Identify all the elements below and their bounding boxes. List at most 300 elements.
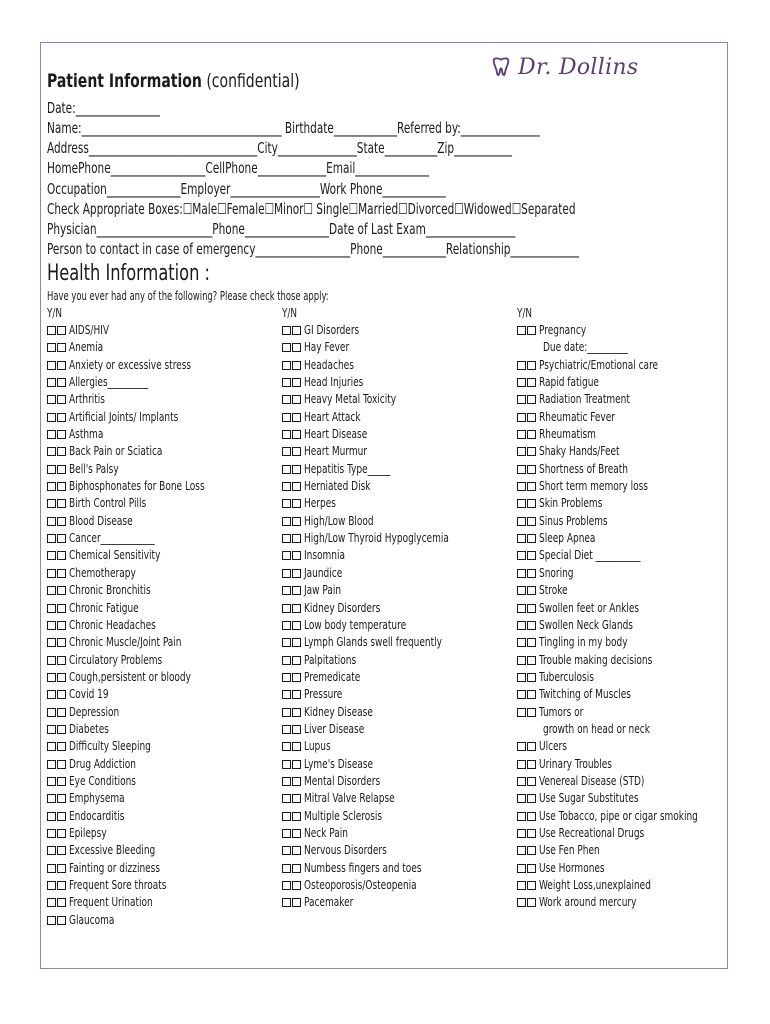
yn-checkboxes (282, 877, 302, 894)
condition-item (282, 547, 481, 564)
no-checkbox[interactable] (57, 916, 66, 925)
yes-checkbox[interactable] (517, 361, 526, 370)
condition-label: Hepatitis Type_____ (304, 461, 391, 476)
yes-checkbox[interactable] (282, 777, 291, 786)
yes-checkbox[interactable] (47, 534, 56, 543)
yn-checkboxes (47, 565, 67, 582)
yes-checkbox[interactable] (282, 656, 291, 665)
no-checkbox[interactable] (292, 534, 301, 543)
yes-checkbox[interactable] (282, 465, 291, 474)
condition-item (47, 790, 234, 807)
yn-checkboxes (47, 478, 67, 495)
yes-checkbox[interactable] (282, 621, 291, 630)
yn-checkboxes (517, 443, 537, 460)
no-checkbox[interactable] (292, 638, 301, 647)
condition-column-3 (517, 305, 733, 912)
yes-checkbox[interactable] (47, 482, 56, 491)
yn-checkboxes (517, 894, 537, 911)
yes-checkbox[interactable] (282, 343, 291, 352)
no-checkbox[interactable] (57, 378, 66, 387)
no-checkbox[interactable] (292, 846, 301, 855)
no-checkbox[interactable] (292, 361, 301, 370)
condition-label: Eye Conditions (69, 773, 136, 788)
no-checkbox[interactable] (527, 499, 536, 508)
condition-column-1 (47, 305, 234, 929)
condition-item (517, 894, 733, 911)
yes-checkbox[interactable] (47, 760, 56, 769)
yes-checkbox[interactable] (517, 898, 526, 907)
no-checkbox[interactable] (527, 465, 536, 474)
yes-checkbox[interactable] (282, 638, 291, 647)
condition-item (282, 773, 481, 790)
no-checkbox[interactable] (57, 673, 66, 682)
yes-checkbox[interactable] (517, 777, 526, 786)
no-checkbox[interactable] (292, 482, 301, 491)
no-checkbox[interactable] (57, 343, 66, 352)
condition-item (47, 339, 234, 356)
condition-item (47, 686, 234, 703)
yes-checkbox[interactable] (517, 465, 526, 474)
yes-checkbox[interactable] (517, 378, 526, 387)
no-checkbox[interactable] (292, 499, 301, 508)
yes-checkbox[interactable] (282, 482, 291, 491)
yes-checkbox[interactable] (282, 586, 291, 595)
yes-checkbox[interactable] (47, 846, 56, 855)
condition-item (517, 617, 733, 634)
no-checkbox[interactable] (57, 534, 66, 543)
no-checkbox[interactable] (292, 430, 301, 439)
no-checkbox[interactable] (292, 395, 301, 404)
no-checkbox[interactable] (292, 343, 301, 352)
condition-label: Lupus (304, 739, 331, 754)
no-checkbox[interactable] (57, 499, 66, 508)
yes-checkbox[interactable] (47, 361, 56, 370)
no-checkbox[interactable] (292, 794, 301, 803)
condition-label: Chemotherapy (69, 565, 136, 580)
yes-checkbox[interactable] (47, 864, 56, 873)
no-checkbox[interactable] (527, 378, 536, 387)
no-checkbox[interactable] (292, 517, 301, 526)
yes-checkbox[interactable] (282, 326, 291, 335)
no-checkbox[interactable] (292, 326, 301, 335)
no-checkbox[interactable] (527, 430, 536, 439)
no-checkbox[interactable] (57, 812, 66, 821)
yes-checkbox[interactable] (517, 881, 526, 890)
no-checkbox[interactable] (57, 482, 66, 491)
yn-checkboxes (282, 790, 302, 807)
condition-label: Work around mercury (539, 895, 637, 910)
yn-checkboxes (47, 339, 67, 356)
no-checkbox[interactable] (57, 430, 66, 439)
yes-checkbox[interactable] (282, 604, 291, 613)
yn-checkboxes (282, 582, 302, 599)
yes-checkbox[interactable] (282, 725, 291, 734)
yes-checkbox[interactable] (517, 829, 526, 838)
yes-checkbox[interactable] (282, 812, 291, 821)
yn-checkboxes (282, 443, 302, 460)
yes-checkbox[interactable] (47, 413, 56, 422)
yn-checkboxes (47, 790, 67, 807)
no-checkbox[interactable] (292, 465, 301, 474)
condition-label: Birth Control Pills (69, 496, 147, 511)
yes-checkbox[interactable] (47, 378, 56, 387)
condition-item (282, 374, 481, 391)
no-checkbox[interactable] (57, 760, 66, 769)
condition-item (517, 582, 733, 599)
no-checkbox[interactable] (527, 864, 536, 873)
yes-checkbox[interactable] (517, 742, 526, 751)
form-line[interactable]: Name:______________________________________ Birthdate____________Referred by:_______________ (47, 119, 540, 137)
yn-checkboxes (517, 790, 537, 807)
no-checkbox[interactable] (527, 656, 536, 665)
condition-item (517, 547, 733, 564)
yn-checkboxes (282, 669, 302, 686)
yes-checkbox[interactable] (47, 829, 56, 838)
yes-checkbox[interactable] (282, 708, 291, 717)
condition-label: Heart Murmur (304, 444, 368, 459)
condition-label: Covid 19 (69, 687, 109, 702)
no-checkbox[interactable] (57, 777, 66, 786)
yn-checkboxes (47, 877, 67, 894)
yn-checkboxes (282, 842, 302, 859)
condition-item (517, 409, 733, 426)
yes-checkbox[interactable] (282, 430, 291, 439)
no-checkbox[interactable] (527, 760, 536, 769)
condition-item (517, 704, 733, 721)
condition-label: Biphosphonates for Bone Loss (69, 479, 205, 494)
yes-checkbox[interactable] (47, 447, 56, 456)
yes-checkbox[interactable] (47, 638, 56, 647)
yes-checkbox[interactable] (47, 569, 56, 578)
no-checkbox[interactable] (527, 898, 536, 907)
yes-checkbox[interactable] (517, 638, 526, 647)
condition-label: Chemical Sensitivity (69, 548, 161, 563)
no-checkbox[interactable] (527, 621, 536, 630)
condition-item (282, 582, 481, 599)
no-checkbox[interactable] (57, 517, 66, 526)
no-checkbox[interactable] (292, 760, 301, 769)
no-checkbox[interactable] (527, 846, 536, 855)
no-checkbox[interactable] (527, 517, 536, 526)
yes-checkbox[interactable] (517, 794, 526, 803)
no-checkbox[interactable] (292, 777, 301, 786)
yes-checkbox[interactable] (282, 499, 291, 508)
no-checkbox[interactable] (57, 864, 66, 873)
yes-checkbox[interactable] (282, 413, 291, 422)
condition-item (47, 721, 234, 738)
yes-checkbox[interactable] (47, 777, 56, 786)
no-checkbox[interactable] (292, 864, 301, 873)
yes-checkbox[interactable] (517, 586, 526, 595)
form-line[interactable]: Person to contact in case of emergency__________________Phone____________Relationship_____________ (47, 240, 579, 258)
no-checkbox[interactable] (527, 812, 536, 821)
yes-checkbox[interactable] (47, 742, 56, 751)
no-checkbox[interactable] (57, 708, 66, 717)
condition-label: Frequent Urination (69, 895, 153, 910)
yes-checkbox[interactable] (517, 708, 526, 717)
yn-checkboxes (47, 756, 67, 773)
yn-checkboxes (517, 686, 537, 703)
condition-label: Tuberculosis (539, 669, 594, 684)
no-checkbox[interactable] (527, 829, 536, 838)
yn-checkboxes (282, 704, 302, 721)
no-checkbox[interactable] (527, 395, 536, 404)
yes-checkbox[interactable] (47, 881, 56, 890)
no-checkbox[interactable] (57, 656, 66, 665)
condition-item (282, 409, 481, 426)
no-checkbox[interactable] (57, 898, 66, 907)
yes-checkbox[interactable] (282, 673, 291, 682)
condition-item (517, 773, 733, 790)
yes-checkbox[interactable] (517, 482, 526, 491)
form-line[interactable]: Physician______________________Phone________________Date of Last Exam_________________ (47, 220, 516, 238)
no-checkbox[interactable] (57, 586, 66, 595)
no-checkbox[interactable] (57, 846, 66, 855)
yes-checkbox[interactable] (517, 534, 526, 543)
yes-checkbox[interactable] (282, 395, 291, 404)
condition-item (282, 513, 481, 530)
condition-label: Use Recreational Drugs (539, 825, 645, 840)
no-checkbox[interactable] (527, 551, 536, 560)
yes-checkbox[interactable] (282, 534, 291, 543)
yes-checkbox[interactable] (282, 378, 291, 387)
yes-checkbox[interactable] (47, 916, 56, 925)
form-line[interactable]: Address________________________________City_______________State__________Zip___________ (47, 139, 512, 157)
yes-checkbox[interactable] (47, 673, 56, 682)
no-checkbox[interactable] (527, 690, 536, 699)
condition-label: Urinary Troubles (539, 756, 612, 771)
yes-checkbox[interactable] (282, 447, 291, 456)
yn-checkboxes (282, 652, 302, 669)
no-checkbox[interactable] (527, 881, 536, 890)
condition-label: Frequent Sore throats (69, 878, 167, 892)
no-checkbox[interactable] (57, 742, 66, 751)
no-checkbox[interactable] (292, 621, 301, 630)
no-checkbox[interactable] (57, 447, 66, 456)
yes-checkbox[interactable] (47, 604, 56, 613)
no-checkbox[interactable] (57, 794, 66, 803)
no-checkbox[interactable] (292, 829, 301, 838)
no-checkbox[interactable] (292, 656, 301, 665)
no-checkbox[interactable] (292, 673, 301, 682)
yn-checkboxes (282, 860, 302, 877)
form-line[interactable]: Occupation______________Employer_________________Work Phone____________ (47, 180, 446, 198)
form-line[interactable]: Check Appropriate Boxes:☐Male☐Female☐Minor☐ Single☐Married☐Divorced☐Widowed☐Separated (47, 200, 576, 218)
no-checkbox[interactable] (57, 725, 66, 734)
no-checkbox[interactable] (292, 604, 301, 613)
condition-item (47, 634, 234, 651)
yes-checkbox[interactable] (47, 430, 56, 439)
condition-item (517, 652, 733, 669)
condition-label: Premedicate (304, 669, 361, 684)
no-checkbox[interactable] (57, 551, 66, 560)
yes-checkbox[interactable] (517, 604, 526, 613)
condition-label: Tingling in my body (539, 635, 628, 650)
no-checkbox[interactable] (57, 690, 66, 699)
no-checkbox[interactable] (527, 326, 536, 335)
no-checkbox[interactable] (57, 604, 66, 613)
condition-item (282, 461, 481, 478)
yes-checkbox[interactable] (517, 413, 526, 422)
yes-checkbox[interactable] (282, 569, 291, 578)
yes-checkbox[interactable] (282, 690, 291, 699)
no-checkbox[interactable] (292, 742, 301, 751)
yes-checkbox[interactable] (47, 725, 56, 734)
no-checkbox[interactable] (292, 378, 301, 387)
yn-checkboxes (282, 478, 302, 495)
no-checkbox[interactable] (57, 326, 66, 335)
yes-checkbox[interactable] (517, 430, 526, 439)
yes-checkbox[interactable] (517, 569, 526, 578)
no-checkbox[interactable] (292, 690, 301, 699)
yes-checkbox[interactable] (282, 829, 291, 838)
no-checkbox[interactable] (527, 708, 536, 717)
yes-checkbox[interactable] (517, 760, 526, 769)
yes-checkbox[interactable] (517, 551, 526, 560)
yn-checkboxes (517, 495, 537, 512)
no-checkbox[interactable] (292, 725, 301, 734)
yn-checkboxes (282, 721, 302, 738)
condition-label: Kidney Disorders (304, 600, 381, 615)
yn-checkboxes (47, 825, 67, 842)
condition-label: Neck Pain (304, 825, 348, 840)
no-checkbox[interactable] (57, 395, 66, 404)
condition-label: Jaundice (304, 565, 343, 580)
condition-item (47, 704, 234, 721)
yes-checkbox[interactable] (282, 846, 291, 855)
yes-checkbox[interactable] (47, 794, 56, 803)
yn-checkboxes (282, 600, 302, 617)
condition-item (47, 374, 234, 391)
no-checkbox[interactable] (527, 534, 536, 543)
yes-checkbox[interactable] (282, 742, 291, 751)
no-checkbox[interactable] (292, 586, 301, 595)
yes-checkbox[interactable] (47, 690, 56, 699)
condition-label: Chronic Muscle/Joint Pain (69, 635, 182, 650)
yes-checkbox[interactable] (517, 656, 526, 665)
yes-checkbox[interactable] (282, 898, 291, 907)
yes-checkbox[interactable] (517, 326, 526, 335)
no-checkbox[interactable] (292, 551, 301, 560)
yes-checkbox[interactable] (282, 551, 291, 560)
yn-checkboxes (282, 547, 302, 564)
yes-checkbox[interactable] (517, 499, 526, 508)
no-checkbox[interactable] (527, 569, 536, 578)
yes-checkbox[interactable] (282, 794, 291, 803)
form-line[interactable]: Date:________________ (47, 99, 160, 117)
no-checkbox[interactable] (292, 881, 301, 890)
no-checkbox[interactable] (57, 361, 66, 370)
yes-checkbox[interactable] (47, 395, 56, 404)
no-checkbox[interactable] (57, 829, 66, 838)
yes-checkbox[interactable] (282, 760, 291, 769)
condition-item (517, 808, 733, 825)
no-checkbox[interactable] (57, 413, 66, 422)
yes-checkbox[interactable] (47, 812, 56, 821)
no-checkbox[interactable] (527, 742, 536, 751)
form-line[interactable]: HomePhone__________________CellPhone_____________Email______________ (47, 159, 429, 177)
no-checkbox[interactable] (292, 708, 301, 717)
condition-label: Rheumatism (539, 427, 596, 442)
no-checkbox[interactable] (57, 638, 66, 647)
yn-checkboxes (47, 686, 67, 703)
no-checkbox[interactable] (292, 898, 301, 907)
condition-item (517, 738, 733, 755)
yes-checkbox[interactable] (47, 656, 56, 665)
yes-checkbox[interactable] (282, 517, 291, 526)
no-checkbox[interactable] (527, 794, 536, 803)
no-checkbox[interactable] (57, 465, 66, 474)
no-checkbox[interactable] (292, 569, 301, 578)
yes-checkbox[interactable] (517, 395, 526, 404)
yes-checkbox[interactable] (47, 586, 56, 595)
no-checkbox[interactable] (527, 777, 536, 786)
yes-checkbox[interactable] (282, 881, 291, 890)
yes-checkbox[interactable] (517, 621, 526, 630)
yes-checkbox[interactable] (517, 447, 526, 456)
yes-checkbox[interactable] (47, 708, 56, 717)
no-checkbox[interactable] (527, 604, 536, 613)
no-checkbox[interactable] (527, 482, 536, 491)
no-checkbox[interactable] (527, 413, 536, 422)
yes-checkbox[interactable] (47, 326, 56, 335)
no-checkbox[interactable] (57, 881, 66, 890)
yes-checkbox[interactable] (47, 551, 56, 560)
no-checkbox[interactable] (292, 413, 301, 422)
condition-label: Headaches (304, 357, 354, 372)
yes-checkbox[interactable] (282, 361, 291, 370)
no-checkbox[interactable] (292, 447, 301, 456)
yes-checkbox[interactable] (47, 465, 56, 474)
no-checkbox[interactable] (527, 361, 536, 370)
yes-checkbox[interactable] (282, 864, 291, 873)
condition-label: Swollen feet or Ankles (539, 600, 640, 615)
yn-checkboxes (47, 409, 67, 426)
yes-checkbox[interactable] (47, 343, 56, 352)
condition-item (282, 339, 481, 356)
yn-checkboxes (282, 825, 302, 842)
no-checkbox[interactable] (57, 621, 66, 630)
yes-checkbox[interactable] (517, 690, 526, 699)
condition-label: Pacemaker (304, 895, 354, 910)
condition-label: Herniated Disk (304, 479, 371, 494)
yn-checkboxes (47, 600, 67, 617)
yes-checkbox[interactable] (517, 846, 526, 855)
yes-checkbox[interactable] (517, 864, 526, 873)
yn-checkboxes (517, 756, 537, 773)
no-checkbox[interactable] (527, 638, 536, 647)
condition-label: Fainting or dizziness (69, 860, 161, 875)
no-checkbox[interactable] (527, 673, 536, 682)
yn-checkboxes (282, 461, 302, 478)
yes-checkbox[interactable] (47, 499, 56, 508)
condition-item (47, 652, 234, 669)
yes-checkbox[interactable] (47, 898, 56, 907)
no-checkbox[interactable] (527, 586, 536, 595)
yes-checkbox[interactable] (47, 621, 56, 630)
yes-checkbox[interactable] (517, 673, 526, 682)
no-checkbox[interactable] (527, 447, 536, 456)
yes-checkbox[interactable] (517, 812, 526, 821)
condition-label: Glaucoma (69, 912, 115, 927)
yn-checkboxes (47, 582, 67, 599)
no-checkbox[interactable] (292, 812, 301, 821)
no-checkbox[interactable] (57, 569, 66, 578)
condition-item (282, 443, 481, 460)
yes-checkbox[interactable] (517, 517, 526, 526)
yn-checkboxes (282, 391, 302, 408)
yes-checkbox[interactable] (47, 517, 56, 526)
